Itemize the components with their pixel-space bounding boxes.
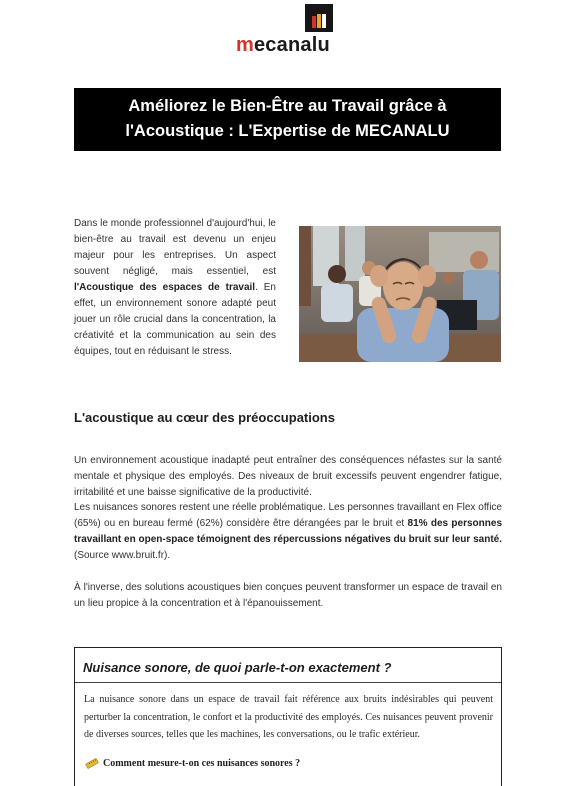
box-question: Comment mesure-t-on ces nuisances sonores ? [85, 756, 300, 770]
banner-title-line-2: l'Acoustique : L'Expertise de MECANALU [125, 122, 450, 140]
statistic-bold: 81% des personnes travaillant en open-space témoignent des répercussions négatives du bruit sur leur santé. [74, 518, 503, 545]
title-banner [74, 88, 501, 151]
acoustic-impact-paragraph: Un environnement acoustique inadapté peut entraîner des conséquences néfastes sur la santé mentale et physique des employés. Des niveaux de bruit excessifs peuvent engendrer fatigue, irritabilité et une baisse significative de la productivité. Les nuisances sonores restent une réelle problématique. Les personnes travaillant en Flex office (65%) ou en bureau fermé (62%) considère être dérangées par le bruit et 81% des personnes travaillant en open-space témoignent des répercussions négatives du bruit sur leur santé. (Source www.bruit.fr). [74, 455, 503, 561]
logo-mark-icon [305, 4, 333, 32]
mecanalu-logo [236, 4, 338, 56]
solutions-paragraph: À l'inverse, des solutions acoustiques bien conçues peuvent transformer un espace de travail en un lieu propice à la concentration et à l'épanouissement. [74, 582, 502, 609]
box-divider [75, 682, 501, 683]
stressed-office-worker-photo [299, 226, 501, 362]
section-heading: L'acoustique au cœur des préoccupations [74, 410, 335, 425]
banner-title-line-1: Améliorez le Bien-Être au Travail grâce à [128, 97, 447, 115]
box-title: Nuisance sonore, de quoi parle-t-on exactement ? [83, 660, 392, 675]
intro-paragraph: Dans le monde professionnel d'aujourd'hui, le bien-être au travail est devenu un enjeu majeur pour les entreprises. Un aspect souvent négligé, mais essentiel, est l'Acoustique des espaces de travail. En effet, un environnement sonore adapté peut jouer un rôle crucial dans la concentration, la créativité et la communication au sein des équipes, tout en réduisant le stress. [74, 218, 276, 357]
logo-wordmark: mecanalu [236, 34, 330, 56]
ruler-icon [85, 756, 99, 770]
intro-bold-phrase: l'Acoustique des espaces de travail [74, 282, 256, 293]
noise-definition-box [74, 647, 502, 786]
box-text: La nuisance sonore dans un espace de travail fait référence aux bruits indésirables qui peuvent perturber la concentration, le confort et la productivité des employés. Ces nuisances peuvent provenir de diverses sources, telles que les machines, les conversations, ou le trafic extérieur. [84, 694, 493, 740]
